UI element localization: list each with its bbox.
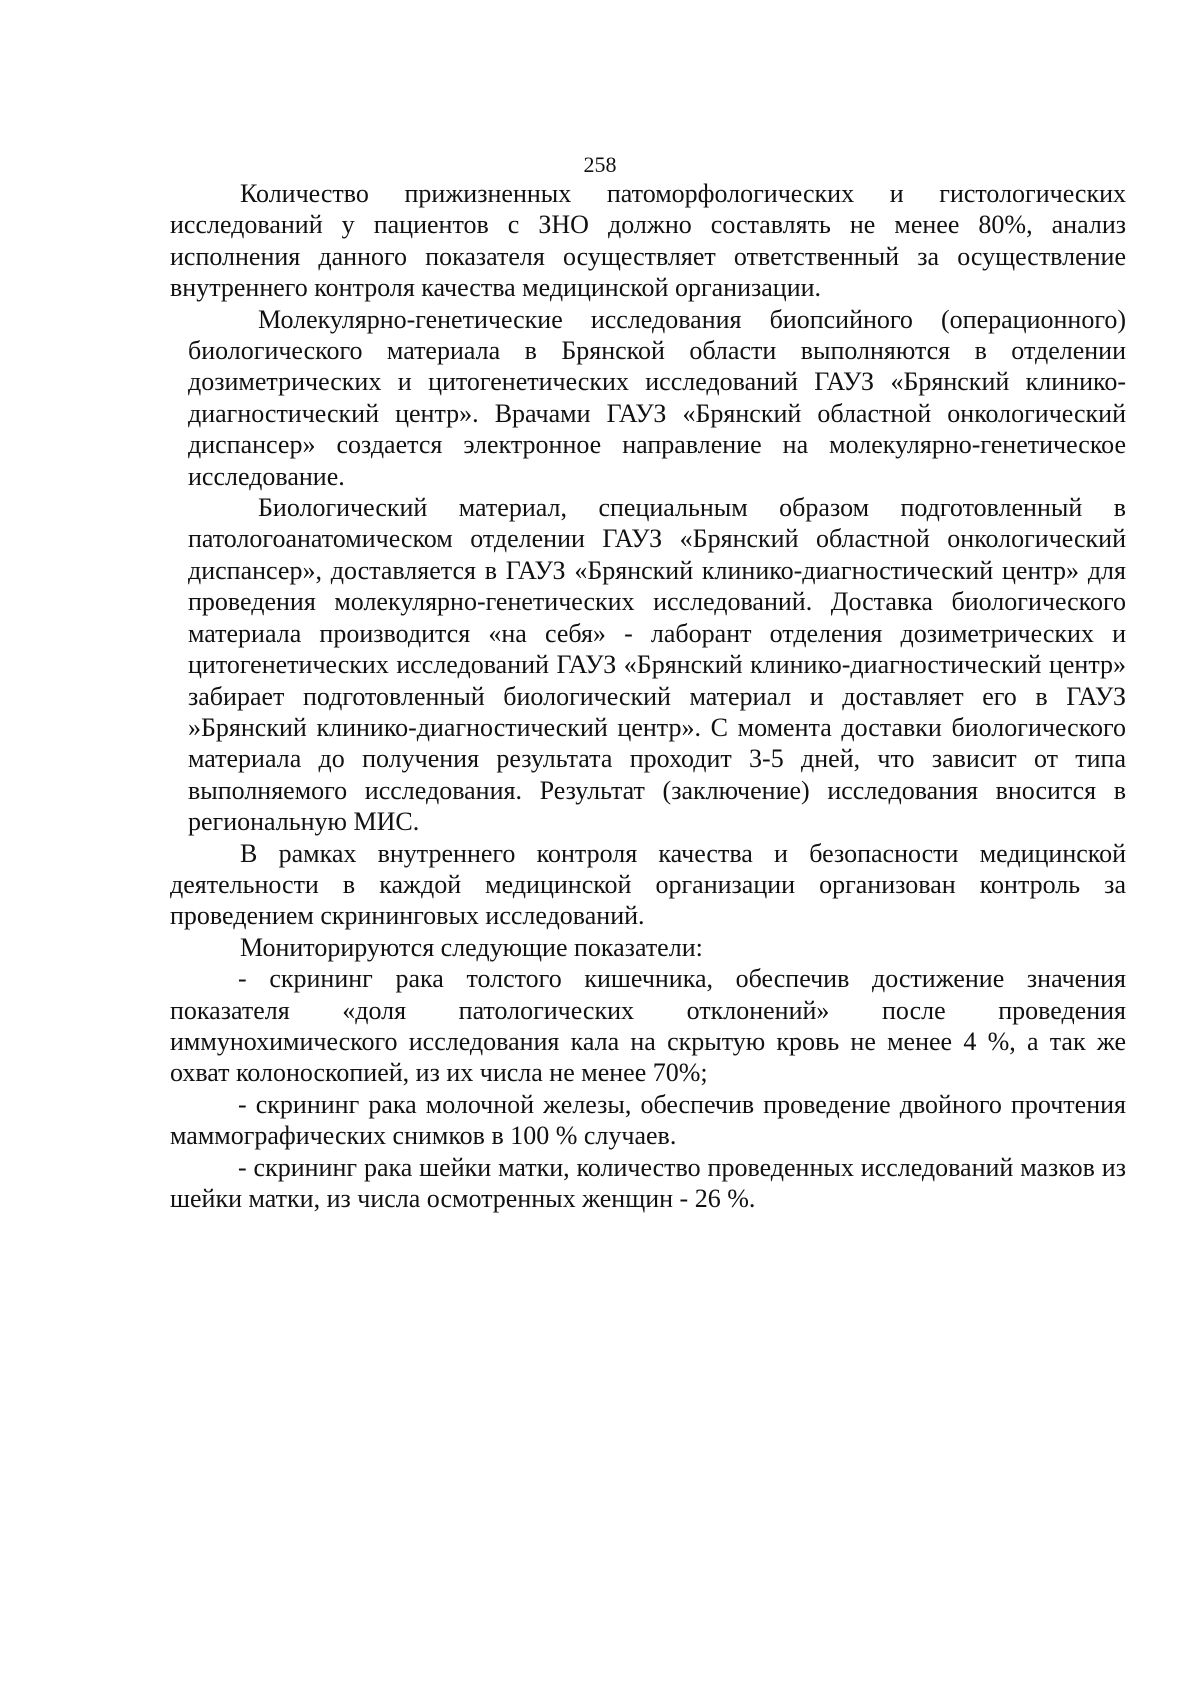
paragraph-molecular-genetics: Молекулярно-генетические исследования биопсийного (операционного) биологического материала в Брянской области выполняются в отделении дозиметрических и цитогенетических исследований ГАУЗ «Брянский клинико-диагностический центр». Врачами ГАУЗ «Брянский областной онкологический диспансер» создается электронное направление на молекулярно-генетическое исследование. [188,304,1126,491]
list-item-breast-screening: - скрининг рака молочной железы, обеспечив проведение двойного прочтения маммографических снимков в 100 % случаев. [170,1089,1126,1151]
paragraph-monitoring-intro: Мониторируются следующие показатели: [240,932,703,962]
document-body [170,178,1126,1214]
paragraph-biological-material: Биологический материал, специальным образом подготовленный в патологоанатомическом отделении ГАУЗ «Брянский областной онкологический диспансер», доставляется в ГАУЗ «Брянский клинико-диагностический центр» для проведения молекулярно-генетических исследований. Доставка биологического материала производится «на себя» - лаборант отделения дозиметрических и цитогенетических исследований ГАУЗ «Брянский клинико-диагностический центр» забирает подготовленный биологический материал и доставляет его в ГАУЗ »Брянский клинико-диагностический центр». С момента доставки биологического материала до получения результата проходит 3-5 дней, что зависит от типа выполняемого исследования. Результат (заключение) исследования вносится в региональную МИС. [188,493,1126,837]
paragraph-internal-control: В рамках внутреннего контроля качества и безопасности медицинской деятельности в каждой медицинской организации организован контроль за проведением скрининговых исследований. [170,838,1126,931]
paragraph-histology: Количество прижизненных патоморфологических и гистологических исследований у пациентов с ЗНО должно составлять не менее 80%, анализ исполнения данного показателя осуществляет ответственный за осуществление внутреннего контроля качества медицинской организации. [170,179,1126,303]
list-item-colon-screening: - скрининг рака толстого кишечника, обеспечив достижение значения показателя «доля патологических отклонений» после проведения иммунохимического исследования кала на скрытую кровь не менее 4 %, а так же охват колоноскопией, из их числа не менее 70%; [170,964,1126,1088]
page-number: 258 [583,152,617,177]
list-item-cervical-screening: - скрининг рака шейки матки, количество проведенных исследований мазков из шейки матки, из числа осмотренных женщин - 26 %. [170,1152,1126,1213]
